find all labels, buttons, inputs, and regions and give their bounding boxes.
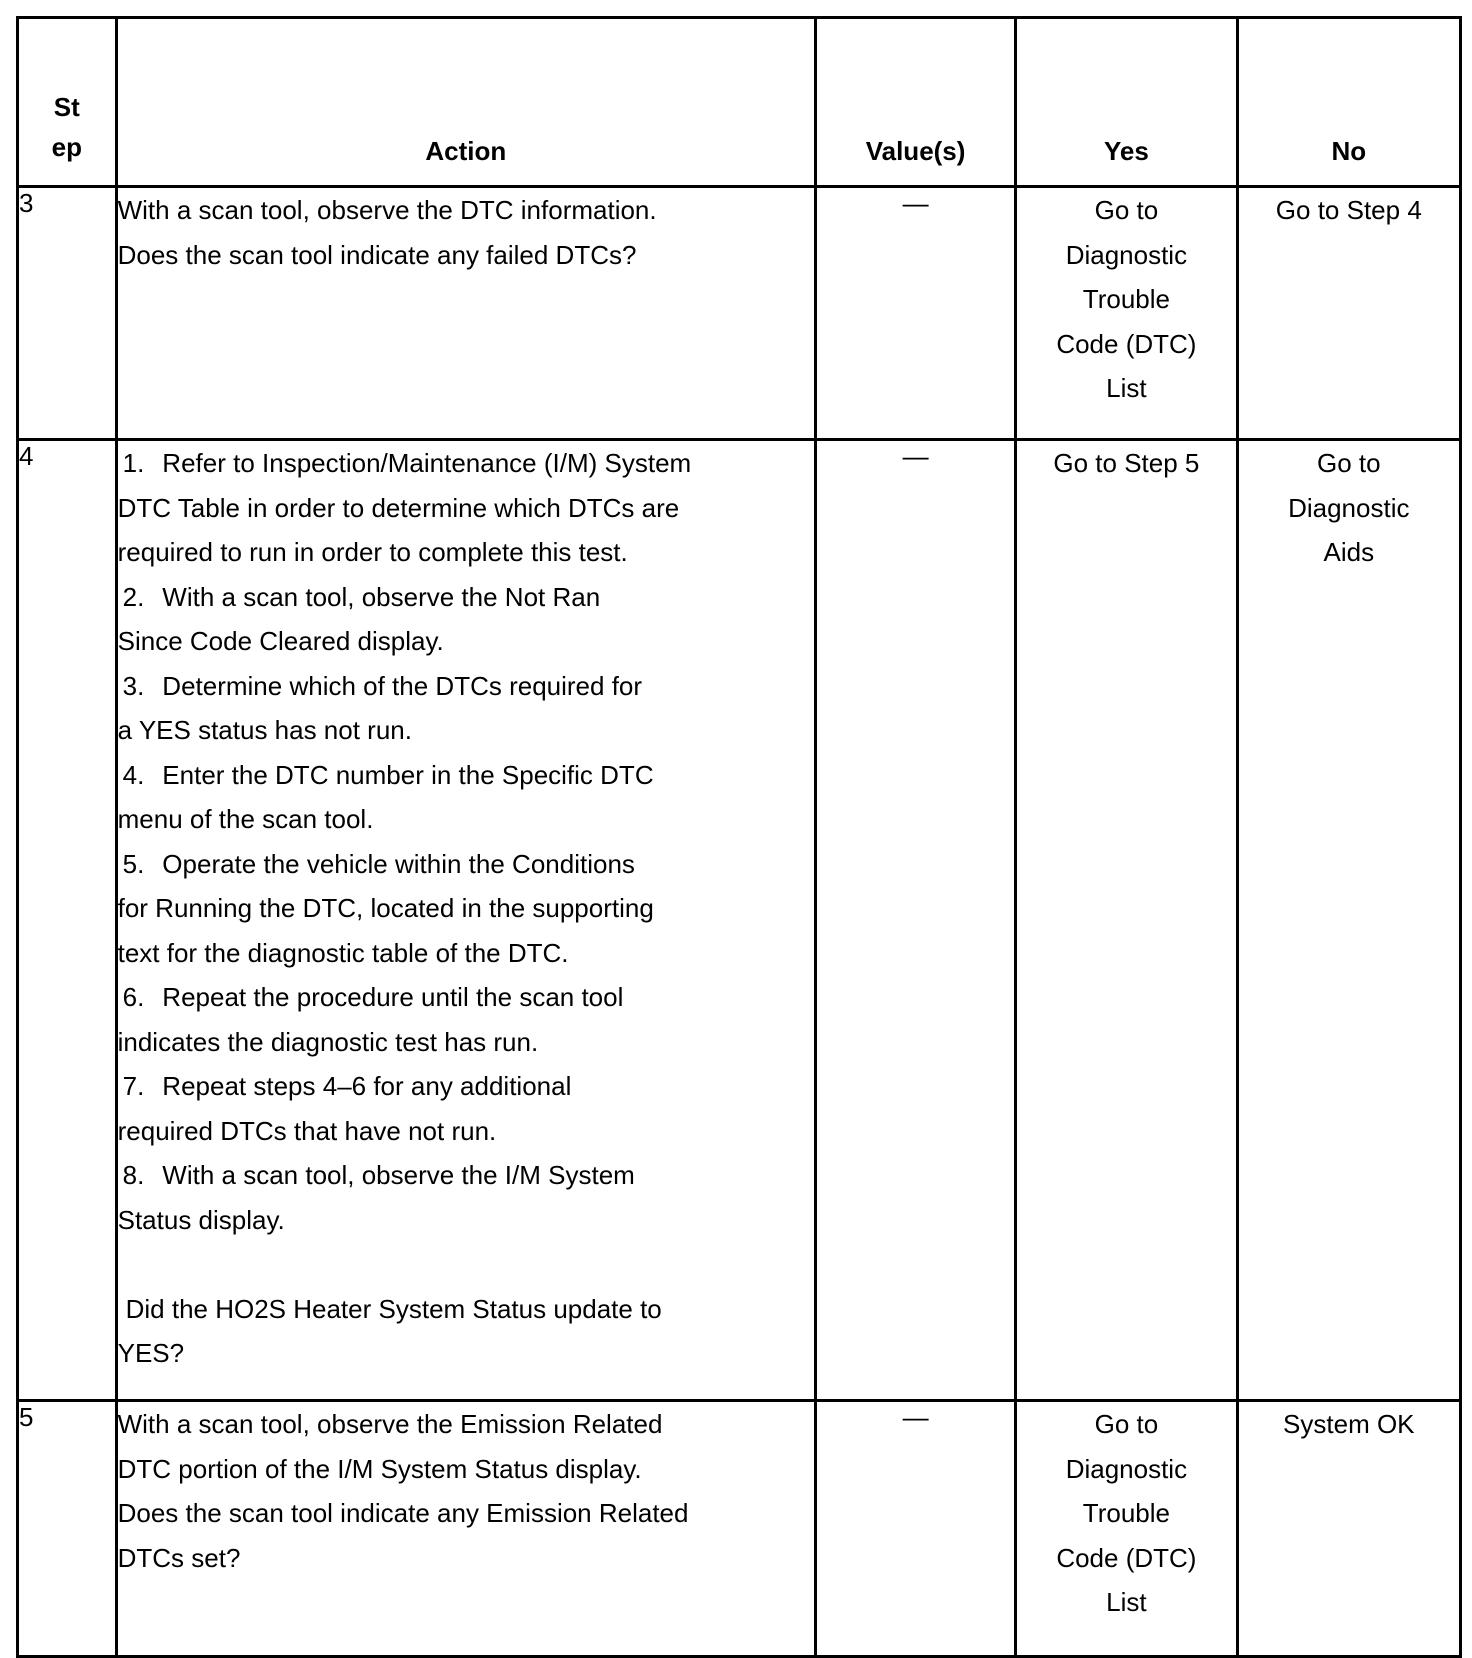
step-number: 5: [18, 1401, 117, 1657]
action-line: DTC Table in order to determine which DTCs are: [117, 492, 680, 523]
item-number: 5.: [122, 848, 145, 879]
action-line: a YES status has not run.: [117, 715, 412, 745]
yes-cell: [1016, 187, 1237, 440]
action-line: required DTCs that have not run.: [117, 1115, 497, 1146]
action-line: With a scan tool, observe the Emission Related: [117, 1409, 663, 1439]
item-number: 8.: [122, 1160, 145, 1190]
header-yes: Yes: [1016, 18, 1237, 187]
item-text: With a scan tool, observe the I/M System: [162, 1160, 635, 1190]
header-step-line2: ep: [51, 132, 82, 162]
header-step-line1: St: [53, 92, 80, 122]
action-item: [118, 664, 814, 709]
action-item: [118, 1064, 814, 1109]
item-number: 4.: [122, 759, 145, 790]
step-number: 3: [18, 187, 117, 440]
table-row: [18, 1401, 1461, 1657]
no-line: Aids: [1323, 537, 1375, 567]
yes-cell: [1016, 1401, 1237, 1657]
value-cell: —: [815, 187, 1015, 440]
yes-line: Go to: [1094, 195, 1159, 225]
action-item: [118, 1153, 814, 1198]
item-text: Operate the vehicle within the Conditions: [162, 848, 635, 879]
action-line: Does the scan tool indicate any failed DTCs?: [117, 239, 637, 270]
no-line: Go to Step 4: [1275, 195, 1422, 225]
question-line: YES?: [117, 1338, 185, 1368]
action-item: [118, 975, 814, 1020]
item-text: Determine which of the DTCs required for: [162, 670, 643, 701]
spacer: [118, 1242, 814, 1287]
header-row: [18, 18, 1461, 187]
action-item: [118, 842, 814, 887]
action-line: DTCs set?: [117, 1542, 241, 1573]
item-text: With a scan tool, observe the Not Ran: [162, 581, 601, 612]
yes-line: Trouble: [1082, 284, 1170, 314]
item-number: 7.: [122, 1071, 145, 1101]
action-cell: [116, 1401, 815, 1657]
header-values: Value(s): [815, 18, 1015, 187]
yes-line: List: [1106, 1587, 1147, 1617]
step-number: 4: [18, 440, 117, 1401]
yes-line: Go to Step 5: [1053, 448, 1200, 478]
no-line: System OK: [1283, 1409, 1415, 1439]
action-line: Does the scan tool indicate any Emission Related: [117, 1498, 689, 1528]
item-number: 2.: [122, 581, 145, 612]
yes-line: Trouble: [1082, 1498, 1170, 1528]
header-step: [18, 18, 117, 187]
table-row: [18, 440, 1461, 1401]
yes-line: Diagnostic: [1065, 1453, 1188, 1484]
value-cell: —: [815, 1401, 1015, 1657]
yes-cell: [1016, 440, 1237, 1401]
action-line: for Running the DTC, located in the supporting: [117, 893, 654, 923]
action-line: With a scan tool, observe the DTC information.: [117, 195, 657, 225]
item-text: Repeat steps 4–6 for any additional: [162, 1071, 572, 1101]
item-number: 3.: [122, 670, 145, 701]
question-line: Did the HO2S Heater System Status update to: [125, 1293, 662, 1324]
item-text: Enter the DTC number in the Specific DTC: [162, 759, 654, 790]
item-number: 1.: [122, 448, 145, 478]
action-item: [118, 441, 814, 486]
value-cell: —: [815, 440, 1015, 1401]
action-item: [118, 575, 814, 620]
no-line: Go to: [1316, 448, 1381, 478]
header-no: No: [1237, 18, 1460, 187]
yes-line: Code (DTC): [1056, 328, 1197, 359]
item-text: Refer to Inspection/Maintenance (I/M) System: [162, 448, 692, 478]
no-cell: [1237, 440, 1460, 1401]
no-cell: [1237, 1401, 1460, 1657]
action-line: required to run in order to complete this test.: [117, 537, 628, 567]
action-line: Since Code Cleared display.: [117, 626, 444, 656]
action-line: indicates the diagnostic test has run.: [117, 1026, 539, 1057]
yes-line: Go to: [1094, 1409, 1159, 1439]
action-line: menu of the scan tool.: [117, 804, 374, 834]
item-number: 6.: [122, 982, 145, 1012]
action-cell: [116, 440, 815, 1401]
no-cell: [1237, 187, 1460, 440]
no-line: Diagnostic: [1288, 492, 1410, 523]
yes-line: Code (DTC): [1056, 1542, 1197, 1573]
action-line: Status display.: [117, 1204, 285, 1235]
action-line: text for the diagnostic table of the DTC.: [117, 937, 569, 968]
action-cell: [116, 187, 815, 440]
header-action: Action: [116, 18, 815, 187]
action-item: [118, 753, 814, 798]
item-text: Repeat the procedure until the scan tool: [162, 982, 624, 1012]
diagnostic-table: [16, 16, 1462, 1658]
yes-line: List: [1106, 373, 1147, 403]
action-line: DTC portion of the I/M System Status display.: [117, 1453, 642, 1484]
yes-line: Diagnostic: [1065, 239, 1188, 270]
table-row: [18, 187, 1461, 440]
